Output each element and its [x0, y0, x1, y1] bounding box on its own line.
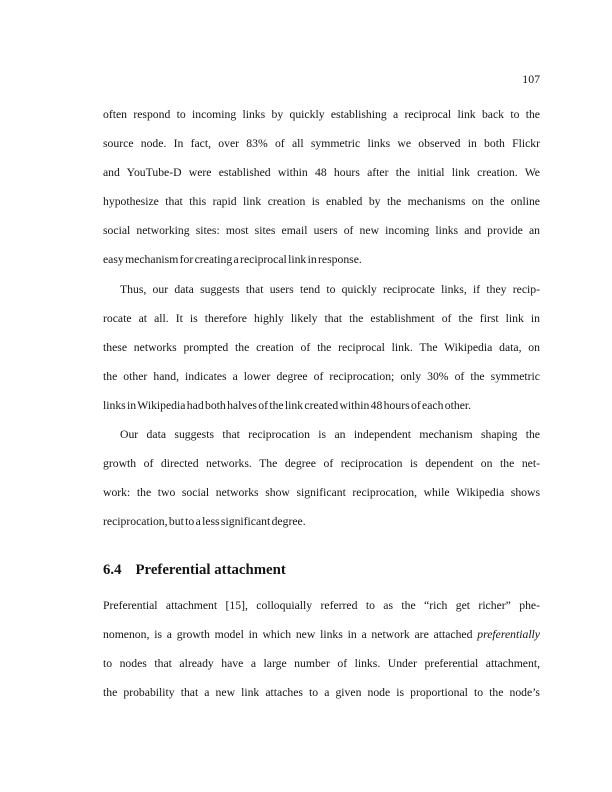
text-line: links in Wikipedia had both halves of the link created within 48 hours of each other. [103, 398, 472, 412]
text-line: often respond to incoming links by quickly establishing a reciprocal link back to the [103, 108, 540, 121]
text-line: easy mechanism for creating a reciprocal link in response. [103, 253, 362, 267]
section-title: Preferential attachment [135, 562, 286, 578]
text-line: source node. In fact, over 83% of all symmetric links we observed in both Flickr [103, 137, 540, 151]
text-line: Our data suggests that reciprocation is an independent mechanism shaping the [120, 428, 540, 442]
text-line: and YouTube-D were established within 48 hours after the initial link creation. We [103, 166, 540, 180]
text-line: Thus, our data suggests that users tend to quickly reciprocate links, if they recip- [120, 282, 540, 296]
text-line: to nodes that already have a large number of links. Under preferential attachment, [103, 657, 540, 671]
text-line [103, 620, 540, 649]
text-line: work: the two social networks show significant reciprocation, while Wikipedia shows [103, 486, 540, 500]
text-line: reciprocation, but to a less significant degree. [103, 515, 306, 529]
text-line: social networking sites: most sites email users of new incoming links and provide an [103, 224, 540, 238]
body-text-block [103, 591, 540, 707]
text-line: hypothesize that this rapid link creation is enabled by the mechanisms on the online [103, 195, 540, 209]
text-line: growth of directed networks. The degree of reciprocation is dependent on the net- [103, 457, 540, 471]
text-line: the other hand, indicates a lower degree of reciprocation; only 30% of the symmetric [103, 369, 540, 383]
section-heading [103, 560, 540, 581]
text-line: rocate at all. It is therefore highly likely that the establishment of the first link in [103, 311, 540, 325]
text-line: the probability that a new link attaches to a given node is proportional to the node’s [103, 686, 540, 700]
body-text-block [103, 100, 540, 536]
text-line: Preferential attachment [15], colloquially referred to as the “rich get richer” phe- [103, 599, 540, 612]
text-run: nomenon, is a growth model in which new links in a network are attached [103, 628, 478, 642]
page-number: 107 [522, 72, 540, 86]
section-number: 6.4 [103, 562, 122, 578]
text-line: these networks prompted the creation of the reciprocal link. The Wikipedia data, on [103, 340, 540, 354]
italic-text: preferentially [477, 628, 540, 642]
